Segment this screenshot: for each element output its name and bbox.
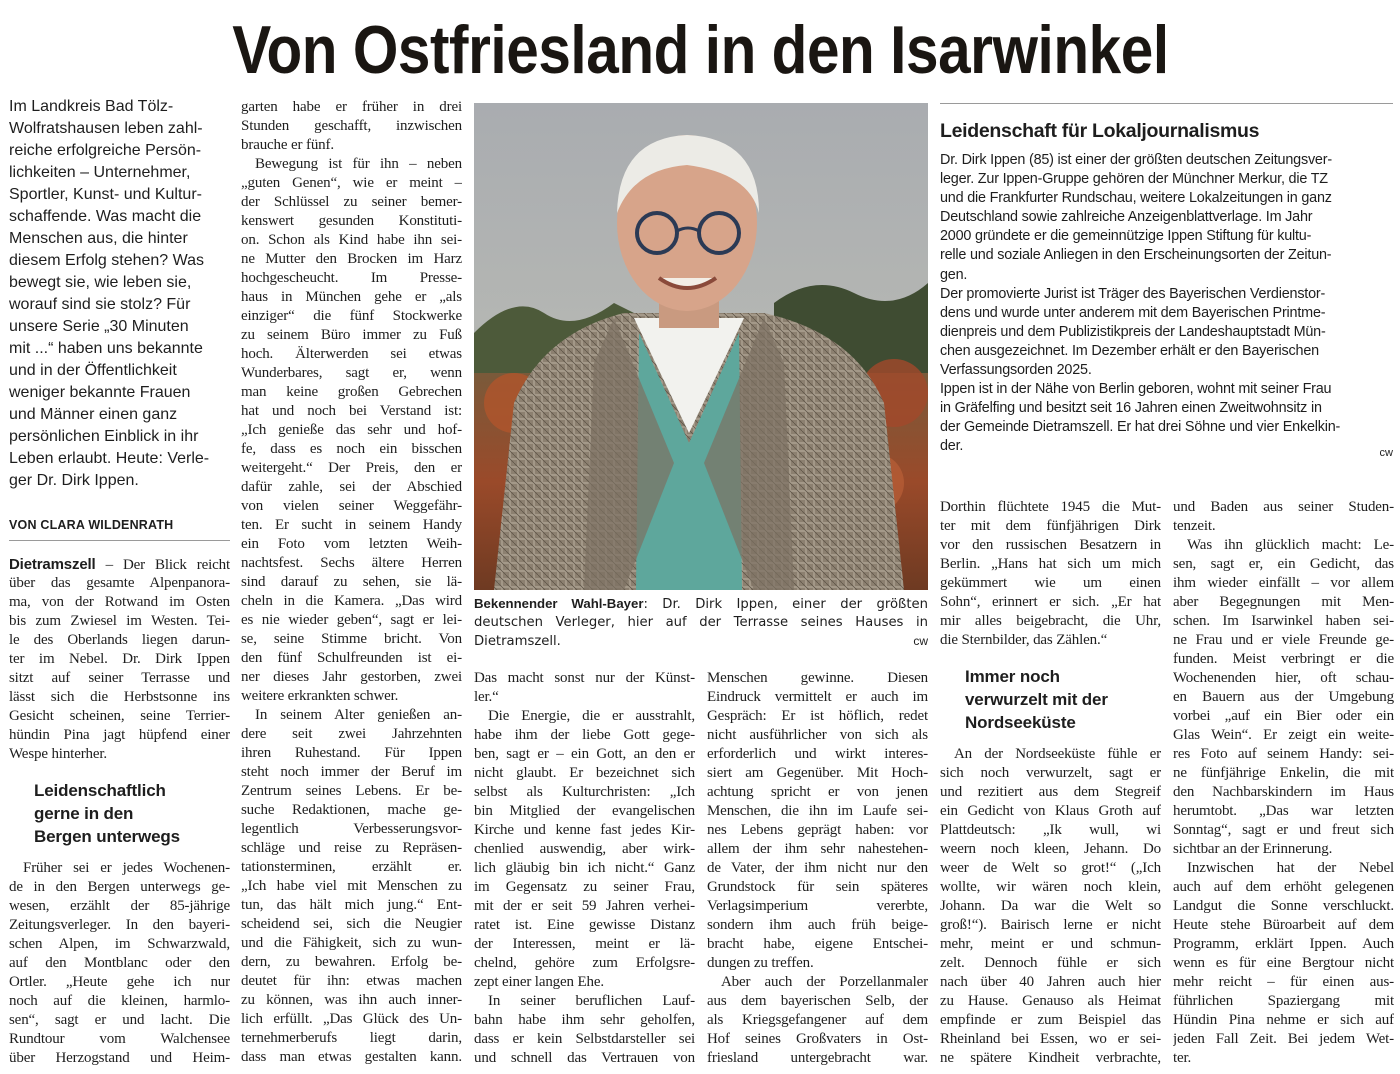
paragraph-line: nes Lebens geprägt haben: vor bbox=[707, 822, 928, 838]
paragraph-line: ratet ist. Eine gewisse Distanz bbox=[474, 917, 695, 933]
paragraph-line: ler.“ bbox=[474, 689, 499, 705]
paragraph-line: schen. Im Isarwinkel haben sei- bbox=[1173, 613, 1394, 629]
paragraph-line: Dorthin flüchtete 1945 die Mut- bbox=[940, 499, 1161, 515]
info-box-line: chen ausgezeichnet. Im Dezember erhält er den Bayerischen bbox=[940, 342, 1319, 359]
paragraph-line: Glas Wein“. Er zeigt ein weite- bbox=[1173, 727, 1394, 743]
paragraph-line: lässt sich die Herbstsonne ins bbox=[9, 689, 230, 705]
paragraph-line: „Ich habe viel mit Menschen zu bbox=[241, 878, 462, 894]
paragraph bbox=[241, 155, 462, 706]
paragraph-line: Wespe hinterher. bbox=[9, 746, 108, 762]
paragraph-line: en Bauern aus der Umgebung bbox=[1173, 689, 1394, 705]
paragraph-line: An der Nordseeküste fühle er bbox=[954, 746, 1161, 762]
paragraph-line: weitere erkrankten schwer. bbox=[241, 688, 399, 704]
paragraph-line: Sohn“, erinnert er sich. „Er hat bbox=[940, 594, 1161, 610]
intro-line: weniger bekannte Frauen bbox=[9, 384, 191, 401]
byline: VON CLARA WILDENRATH bbox=[9, 518, 174, 532]
intro-line: mit ...“ haben uns bekannte bbox=[9, 340, 203, 357]
info-box-line: relle und soziale Anliegen in den Erscheinungsorten der Zeitun- bbox=[940, 247, 1332, 264]
paragraph-line: selbst als Kulturchristen: „Ich bbox=[474, 784, 695, 800]
paragraph-line: groß!“). Bairisch lerne er nicht bbox=[940, 917, 1161, 933]
paragraph-line: In seiner beruflichen Lauf- bbox=[488, 993, 695, 1009]
subheading-line: Immer noch bbox=[965, 667, 1060, 686]
headline: Von Ostfriesland in den Isarwinkel bbox=[231, 12, 1169, 88]
paragraph-line: zu Hause. Genauso als Heimat bbox=[940, 993, 1161, 1009]
paragraph-line: Wochenenden hier, oft schau- bbox=[1173, 670, 1394, 686]
info-box bbox=[940, 103, 1393, 457]
byline-divider bbox=[9, 540, 230, 541]
paragraph-line: Verlagsimperium vererbte, bbox=[707, 898, 928, 914]
paragraph-line: friesland untergebracht war. bbox=[707, 1050, 928, 1066]
intro-line: ger Dr. Dirk Ippen. bbox=[9, 472, 139, 489]
paragraph-line: zelt. Dennoch fühle er sich bbox=[940, 955, 1161, 971]
subheading-line: Nordseeküste bbox=[965, 713, 1076, 732]
paragraph-line: mehr reicht – für einen aus- bbox=[1173, 974, 1394, 990]
paragraph-line: garten habe er früher in drei bbox=[241, 99, 462, 115]
paragraph-line: der Schlüssel zu seiner bemer- bbox=[241, 194, 462, 210]
paragraph-line: ne Frau und er viele Freunde ge- bbox=[1173, 632, 1394, 648]
paragraph-line: man keine großen Gebrechen bbox=[241, 384, 462, 400]
intro-line: worauf sind sie stolz? Für bbox=[9, 296, 191, 313]
paragraph-line: ne fünfjährige Enkelin, die mit bbox=[1173, 765, 1394, 781]
paragraph-line: die Sternbilder, das Zählen.“ bbox=[940, 632, 1108, 648]
paragraph-line: der Interessen, meint er lä- bbox=[474, 936, 695, 952]
paragraph-line: de in den Bergen unterwegs ge- bbox=[9, 879, 230, 895]
paragraph-line: sen, sagt er, ein Gedicht, das bbox=[1173, 556, 1394, 572]
paragraph-line: Menschen gewinne. Diesen bbox=[707, 670, 928, 686]
subheading-line: verwurzelt mit der bbox=[965, 690, 1108, 709]
paragraph-line: schläge und reise zu Repräsen- bbox=[241, 840, 462, 856]
paragraph bbox=[241, 706, 462, 1067]
portrait-photo bbox=[474, 103, 928, 590]
intro-line: bewegt sie, wie leben sie, bbox=[9, 274, 192, 291]
intro-line: Leben erlaubt. Heute: Verle- bbox=[9, 450, 210, 467]
paragraph-line: weitergeht.“ Der Preis, den er bbox=[241, 460, 462, 476]
paragraph-line: hochgescheucht. Im Presse- bbox=[241, 270, 462, 286]
caption-credit: cw bbox=[913, 634, 928, 648]
paragraph-line: dungen zu treffen. bbox=[707, 955, 814, 971]
paragraph-line: vor den russischen Besatzern in bbox=[940, 537, 1161, 553]
paragraph-line: ternehmerberufs liegt darin, bbox=[241, 1030, 462, 1046]
paragraph-line: dern, zu bewahren. Erfolg be- bbox=[241, 954, 462, 970]
paragraph-line: nicht glaubt. Er bezeichnet sich bbox=[474, 765, 695, 781]
paragraph-line: suche Redaktionen, mache ge- bbox=[241, 802, 462, 818]
intro-line: und in der Öffentlichkeit bbox=[9, 362, 177, 379]
paragraph-line: ben, sagt er – ein Gott, an den er bbox=[474, 746, 695, 762]
paragraph-line: wesen, erzählt der 85-jährige bbox=[9, 898, 230, 914]
paragraph-line: tun, das hält mich jung.“ Ent- bbox=[241, 897, 462, 913]
paragraph-line: „Ich genieße das sehr und hof- bbox=[241, 422, 462, 438]
paragraph-line: Johann. Da war die Welt so bbox=[940, 898, 1161, 914]
info-box-line: in Gräfelfing und besitzt seit 16 Jahren einen Zweitwohnsitz in bbox=[940, 400, 1322, 417]
paragraph-line: kenswert gesunden Konstituti- bbox=[241, 213, 462, 229]
paragraph-line: Bewegung ist für ihn – neben bbox=[255, 156, 462, 172]
info-box-line: der Gemeinde Dietramszell. Er hat drei Söhne und vier Enkelkin- bbox=[940, 419, 1341, 436]
paragraph-line: zept einer langen Ehe. bbox=[474, 974, 604, 990]
paragraph-line: bis zum Zwiesel im Westen. Tei- bbox=[9, 613, 230, 629]
paragraph-line: Heute stehe Büroarbeit auf dem bbox=[1173, 917, 1394, 933]
paragraph-line: Rundtour vom Walchensee bbox=[9, 1031, 230, 1047]
paragraph-line: Wunderbares, sagt er, wenn bbox=[241, 365, 462, 381]
paragraph-line: und rezitiert aus dem Stegreif bbox=[940, 784, 1161, 800]
article-column-5 bbox=[940, 498, 1161, 1068]
paragraph-line: haus in München gehe er „als bbox=[241, 289, 462, 305]
paragraph-line: ein Gedicht von Klaus Groth auf bbox=[940, 803, 1161, 819]
article-column-4 bbox=[707, 669, 928, 1068]
info-box-line: dienpreis und dem Publizistikpreis der Landeshauptstadt Mün- bbox=[940, 323, 1326, 340]
paragraph-line: wenn es für eine Bergtour nicht bbox=[1173, 955, 1394, 971]
paragraph-line: und Baden aus seiner Studen- bbox=[1173, 499, 1394, 515]
paragraph-line: aus dem bayerischen Selb, der bbox=[707, 993, 928, 1009]
paragraph-line: hoch. Älterwerden sei etwas bbox=[241, 346, 462, 362]
paragraph-line: ein Foto vom letzten Weih- bbox=[241, 536, 462, 552]
paragraph-line: dass man etwas gestalten kann. bbox=[241, 1049, 462, 1065]
paragraph-line: hündin Pina jagt hüpfend einer bbox=[9, 727, 230, 743]
paragraph-line: vorbei „auf ein Bier oder ein bbox=[1173, 708, 1394, 724]
caption-line: Dietramszell. cw bbox=[474, 634, 928, 649]
intro-line: Im Landkreis Bad Tölz- bbox=[9, 98, 174, 115]
paragraph-line: empfinde er zum Beispiel das bbox=[940, 1012, 1161, 1028]
paragraph-line: ihren Ruhestand. Für Ippen bbox=[241, 745, 462, 761]
paragraph-line-text: – Der Blick reicht bbox=[95, 557, 230, 573]
paragraph-line: zu können, was ihn auch inner- bbox=[241, 992, 462, 1008]
paragraph-line: ne spätere Kindheit verbrachte, bbox=[940, 1050, 1161, 1066]
paragraph-line: schen Alpen, im Schwarzwald, bbox=[9, 936, 230, 952]
intro-line: und Männer einen ganz bbox=[9, 406, 178, 423]
paragraph bbox=[707, 669, 928, 973]
paragraph-line: se, seine Stimme bricht. Von bbox=[241, 631, 462, 647]
info-box-title: Leidenschaft für Lokaljournalismus bbox=[940, 120, 1260, 142]
paragraph-line: on. Schon als Kind habe ihn sei- bbox=[241, 232, 462, 248]
paragraph-line: dass er kein Selbstdarsteller sei bbox=[474, 1031, 695, 1047]
paragraph-line: noch auf die kleinen, harmlo- bbox=[9, 993, 230, 1009]
portrait-photo-illustration bbox=[474, 103, 928, 590]
paragraph-line: bracht habe, eigene Entschei- bbox=[707, 936, 928, 952]
paragraph-line: Was ihn glücklich macht: Le- bbox=[1187, 537, 1394, 553]
paragraph-line: Kirche und kenne fast jedes Kir- bbox=[474, 822, 695, 838]
paragraph bbox=[1173, 498, 1394, 536]
paragraph bbox=[474, 669, 695, 707]
info-box-line: 2000 gründete er die gemeinnützige Ippen Stiftung für kultu- bbox=[940, 228, 1312, 245]
info-box-line: Verfassungsorden 2025. bbox=[940, 362, 1092, 379]
info-box-line: Dr. Dirk Ippen (85) ist einer der größten deutschen Zeitungsver- bbox=[940, 152, 1332, 168]
paragraph-line: auch auf dem erhöht gelegenen bbox=[1173, 879, 1394, 895]
paragraph-line: siert am Gegenüber. Mit Hoch- bbox=[707, 765, 928, 781]
paragraph-line: sondern ihm auch früh beige- bbox=[707, 917, 928, 933]
paragraph bbox=[940, 745, 1161, 1068]
paragraph-line: sen“, sagt er und lacht. Die bbox=[9, 1012, 230, 1028]
paragraph-line: ner dieses Jahr gestorben, zwei bbox=[241, 669, 462, 685]
paragraph-line: brauche er fünf. bbox=[241, 137, 334, 153]
paragraph-line: „guten Genen“, wie er meint – bbox=[241, 175, 462, 191]
paragraph-line: Plattdeutsch: „Ik wull, wi bbox=[940, 822, 1161, 838]
paragraph-line: wollte, wir wären noch klein, bbox=[940, 879, 1161, 895]
info-box-line: Ippen ist in der Nähe von Berlin geboren, wohnt mit seiner Frau bbox=[940, 381, 1332, 398]
paragraph-line: Gesicht scheinen, seine Terrier- bbox=[9, 708, 230, 724]
intro-line: unsere Serie „30 Minuten bbox=[9, 318, 189, 335]
info-box-line: gen. bbox=[940, 266, 968, 283]
paragraph-line: nach über 40 Jahren auch hier bbox=[940, 974, 1161, 990]
paragraph-line: Zentrum seines Lebens. Er be- bbox=[241, 783, 462, 799]
paragraph-line: Früher sei er jedes Wochenen- bbox=[23, 860, 230, 876]
paragraph-line: sind darauf zu sehen, sie lä- bbox=[241, 574, 462, 590]
paragraph-line: legentlich Verbesserungsvor- bbox=[241, 821, 462, 837]
paragraph-line: funden. Meist verbringt er die bbox=[1173, 651, 1394, 667]
paragraph-line: habe ihm der liebe Gott gege- bbox=[474, 727, 695, 743]
caption-line: Bekennender Wahl-Bayer: Dr. Dirk Ippen, einer der größten bbox=[474, 596, 928, 612]
paragraph-line: fe, dass es noch ein bisschen bbox=[241, 441, 462, 457]
paragraph bbox=[1173, 536, 1394, 859]
paragraph-line: chelnd, gehöre zum Erfolgsre- bbox=[474, 955, 695, 971]
paragraph bbox=[474, 707, 695, 992]
info-box-line: dens und wurde unter anderem mit dem Bayerischen Printme- bbox=[940, 304, 1326, 321]
paragraph-line: Stunden geschafft, inzwischen bbox=[241, 118, 462, 134]
paragraph-line: ten. Er sucht in seinem Handy bbox=[241, 517, 462, 533]
paragraph-line: gekümmert wie um einen bbox=[940, 575, 1161, 591]
info-box-credit: cw bbox=[1379, 447, 1393, 459]
caption-line: deutschen Verleger, hier auf der Terrasse seines Hauses in bbox=[474, 615, 928, 630]
paragraph-line: deutet für ihn: etwas machen bbox=[241, 973, 462, 989]
info-box-line: der. bbox=[940, 438, 964, 455]
paragraph-line: tationsterminen, erzählt er. bbox=[241, 859, 462, 875]
paragraph-line: und schnell das Vertrauen von bbox=[474, 1050, 695, 1066]
paragraph-line: sitzt auf seiner Terrasse und bbox=[9, 670, 230, 686]
paragraph-line: zu seinem Büro immer zu Fuß bbox=[241, 327, 462, 343]
paragraph-line: Ortler. „Heute gehe ich nur bbox=[9, 974, 230, 990]
paragraph-line: weern noch kleen, Jehann. Do bbox=[940, 841, 1161, 857]
paragraph-line: res Foto auf seinem Handy: sei- bbox=[1173, 746, 1394, 762]
paragraph-line: Landgut die Sonne verschluckt. bbox=[1173, 898, 1394, 914]
paragraph-line: allem der ihm sehr nahestehen- bbox=[707, 841, 928, 857]
paragraph-line: mir alles beigebracht, die Uhr, bbox=[940, 613, 1161, 629]
paragraph-line: de Vater, der ihm nicht nur den bbox=[707, 860, 928, 876]
paragraph-line: ter mit dem fünfjährigen Dirk bbox=[940, 518, 1161, 534]
paragraph-line bbox=[9, 555, 230, 574]
subheading bbox=[940, 665, 1161, 734]
paragraph-line: und die Fähigkeit, sich zu wun- bbox=[241, 935, 462, 951]
intro-line: Menschen aus, die hinter bbox=[9, 230, 188, 247]
paragraph-line: Die Energie, die er ausstrahlt, bbox=[488, 708, 695, 724]
intro-line: lichkeiten – Unternehmer, bbox=[9, 164, 191, 181]
paragraph-line: nachtsfest. Sechs ältere Herren bbox=[241, 555, 462, 571]
caption-lead: Bekennender Wahl-Bayer bbox=[474, 596, 644, 611]
paragraph-line: bahn habe ihm sehr geholfen, bbox=[474, 1012, 695, 1028]
paragraph-line: von vielen seiner Weggefähr- bbox=[241, 498, 462, 514]
info-box-rule bbox=[940, 103, 1393, 104]
paragraph-line: es nie wieder geben“, sagt er lei- bbox=[241, 612, 462, 628]
paragraph-line: nicht ausführlicher von sich als bbox=[707, 727, 928, 743]
intro-line: diesem Erfolg stehen? Was bbox=[9, 252, 205, 269]
paragraph-line: ne Mutter den Brocken im Harz bbox=[241, 251, 462, 267]
paragraph-line: tenzeit. bbox=[1173, 518, 1216, 534]
paragraph-line: über das gesamte Alpenpanora- bbox=[9, 575, 230, 591]
paragraph-line: ihm wieder einfällt – vor allem bbox=[1173, 575, 1394, 591]
paragraph-line: Hof seines Großvaters in Ost- bbox=[707, 1031, 928, 1047]
paragraph-line: weer de Welt so grot!“ („Ich bbox=[940, 860, 1161, 876]
paragraph-line: cheln in die Kamera. „Das wird bbox=[241, 593, 462, 609]
paragraph-line: Hündin Pina nehme er sich auf bbox=[1173, 1012, 1394, 1028]
paragraph-line: Gespräch: Er ist höflich, redet bbox=[707, 708, 928, 724]
paragraph-line: Eindruck vermittelt er auch im bbox=[707, 689, 928, 705]
dateline: Dietramszell bbox=[9, 556, 96, 573]
intro-text bbox=[9, 96, 230, 492]
paragraph-line: den fünf Schulfreunden ist ei- bbox=[241, 650, 462, 666]
paragraph-line: Inzwischen hat der Nebel bbox=[1187, 860, 1394, 876]
paragraph-line: führlichen Spaziergang mit bbox=[1173, 993, 1394, 1009]
info-box-line: Der promovierte Jurist ist Träger des Bayerischen Verdienstor- bbox=[940, 285, 1326, 302]
paragraph-line: auf den Montblanc oder den bbox=[9, 955, 230, 971]
paragraph-line: jeden Fall Zeit. Bei jedem Wet- bbox=[1173, 1031, 1394, 1047]
paragraph-line: bin Mitglied der evangelischen bbox=[474, 803, 695, 819]
paragraph bbox=[940, 498, 1161, 650]
subheading-line: gerne in den bbox=[34, 804, 134, 823]
paragraph-line: Grundstock für sein späteres bbox=[707, 879, 928, 895]
intro-line: schaffende. Was macht die bbox=[9, 208, 202, 225]
paragraph bbox=[707, 973, 928, 1068]
paragraph-line: Programm, erklärt Ippen. Auch bbox=[1173, 936, 1394, 952]
headline-wrapper bbox=[0, 10, 1400, 90]
paragraph bbox=[241, 98, 462, 155]
paragraph-line: Rheinland bei Essen, wo er sei- bbox=[940, 1031, 1161, 1047]
paragraph-line: Sonntag“, sagt er und freut sich bbox=[1173, 822, 1394, 838]
intro-line: Sportler, Kunst- und Kultur- bbox=[9, 186, 202, 203]
photo-caption bbox=[474, 594, 928, 651]
paragraph-line: über Herzogstand und Heim- bbox=[9, 1050, 230, 1066]
paragraph-line: lich erfüllt. „Das Glück des Un- bbox=[241, 1011, 462, 1027]
intro-line: Wolfratshausen leben zahl- bbox=[9, 120, 203, 137]
paragraph-line: sichtbar an der Erinnerung. bbox=[1173, 841, 1333, 857]
paragraph-line: ter im Nebel. Dr. Dirk Ippen bbox=[9, 651, 230, 667]
paragraph-line: mehr, meint er und schmun- bbox=[940, 936, 1161, 952]
paragraph-line: erforderlich und wirkt interes- bbox=[707, 746, 928, 762]
info-box-line: und die Frankfurter Rundschau, weitere Lokalzeitungen in ganz bbox=[940, 190, 1332, 207]
paragraph-line: le des Oberlands liegen darun- bbox=[9, 632, 230, 648]
info-box-line: leger. Zur Ippen-Gruppe gehören der Münchner Merkur, die TZ bbox=[940, 171, 1328, 188]
paragraph-line: dafür zahle, sei der Abschied bbox=[241, 479, 462, 495]
paragraph-line: Aber auch der Porzellanmaler bbox=[721, 974, 928, 990]
paragraph-line: als Kriegsgefangener auf dem bbox=[707, 1012, 928, 1028]
subheading bbox=[9, 779, 230, 848]
paragraph bbox=[9, 859, 230, 1068]
paragraph bbox=[1173, 859, 1394, 1068]
info-box-body bbox=[940, 151, 1393, 457]
article-column-2 bbox=[241, 98, 462, 1067]
article-column-1 bbox=[9, 555, 230, 1068]
paragraph-line: ter. bbox=[1173, 1050, 1192, 1066]
intro-line: reiche erfolgreiche Persön- bbox=[9, 142, 202, 159]
paragraph-line: sich noch verwurzelt, sagt er bbox=[940, 765, 1161, 781]
article-column-3 bbox=[474, 669, 695, 1068]
paragraph-line: dere seit zwei Jahrzehnten bbox=[241, 726, 462, 742]
paragraph-line: einziger“ die fünf Stockwerke bbox=[241, 308, 462, 324]
paragraph-line: Zeitungsverleger. In den bayeri- bbox=[9, 917, 230, 933]
paragraph-line: den Nachbarskindern im Haus bbox=[1173, 784, 1394, 800]
paragraph-line: mit der er seit 59 Jahren verhei- bbox=[474, 898, 695, 914]
subheading-line: Bergen unterwegs bbox=[34, 827, 180, 846]
paragraph-line: chenlied auswendig, aber wirk- bbox=[474, 841, 695, 857]
paragraph-line: Berlin. „Hans hat sich um mich bbox=[940, 556, 1161, 572]
paragraph bbox=[9, 555, 230, 764]
paragraph-line: Menschen, die ihn im Laufe sei- bbox=[707, 803, 928, 819]
paragraph bbox=[474, 992, 695, 1068]
article-column-6 bbox=[1173, 498, 1394, 1068]
paragraph-line: aber Begegnungen mit Men- bbox=[1173, 594, 1394, 610]
paragraph-line: im Gegensatz zu seiner Frau, bbox=[474, 879, 695, 895]
subheading-line: Leidenschaftlich bbox=[34, 781, 166, 800]
info-box-line: Deutschland sowie zahlreiche Anzeigenblattverlage. Im Jahr bbox=[940, 209, 1313, 226]
paragraph-line: hat und noch bei Verstand ist: bbox=[241, 403, 462, 419]
paragraph-line: lich gläubig bin ich nicht.“ Ganz bbox=[474, 860, 695, 876]
paragraph-line: scheidend sei, sich die Neugier bbox=[241, 916, 462, 932]
paragraph-line: achtung spricht er von jenen bbox=[707, 784, 928, 800]
paragraph-line: Das macht sonst nur der Künst- bbox=[474, 670, 695, 686]
intro-line: persönlichen Einblick in ihr bbox=[9, 428, 199, 445]
paragraph-line: steht noch immer der Beruf im bbox=[241, 764, 462, 780]
paragraph-line: herumtobt. „Das war letzten bbox=[1173, 803, 1394, 819]
paragraph-line: In seinem Alter genießen an- bbox=[255, 707, 462, 723]
paragraph-line: ma, von der Rotwand im Osten bbox=[9, 594, 230, 610]
